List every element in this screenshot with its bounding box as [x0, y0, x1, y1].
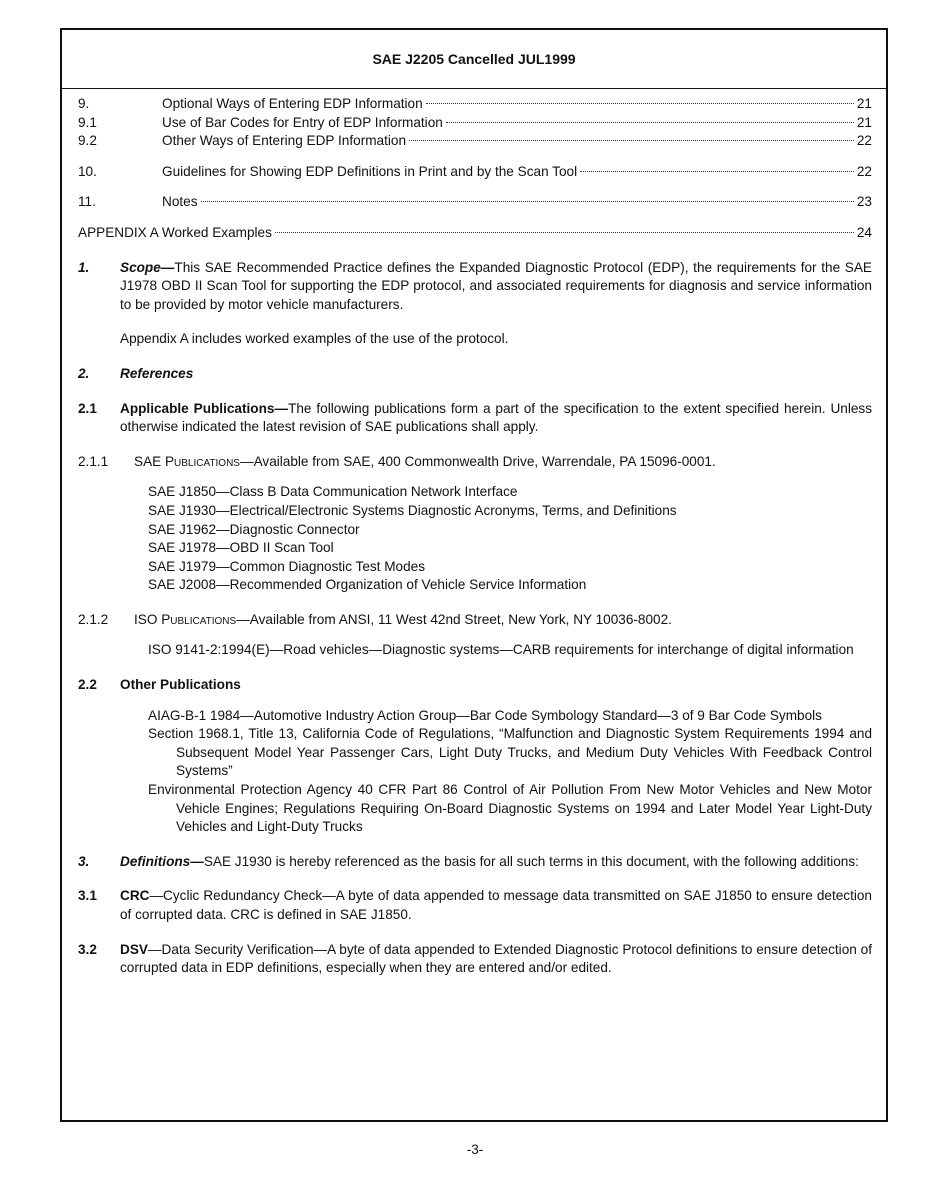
toc-title: Optional Ways of Entering EDP Information — [162, 96, 423, 111]
toc-page: 21 — [856, 96, 872, 111]
definitions-section: 3. Definitions—SAE J1930 is hereby referenced as the basis for all such terms in this document, with the following additions: — [78, 853, 872, 872]
section-text: —Available from SAE, 400 Commonwealth Drive, Warrendale, PA 15096-0001. — [239, 453, 716, 469]
toc-row — [78, 114, 872, 133]
section-label: ISO Publications — [134, 611, 237, 627]
section-heading: References — [120, 365, 194, 381]
document-header — [62, 30, 886, 89]
definition-crc — [78, 887, 872, 924]
reference-item: SAE J1978—OBD II Scan Tool — [148, 540, 334, 556]
reference-item: SAE J1962—Diagnostic Connector — [148, 521, 360, 537]
toc-title: APPENDIX A Worked Examples — [78, 224, 272, 240]
section-number: 2. — [78, 365, 90, 381]
section-number: 1. — [78, 259, 90, 275]
toc-leader — [426, 103, 854, 104]
toc-row — [78, 163, 872, 182]
references-section — [78, 365, 872, 384]
other-reference-list — [78, 707, 872, 837]
section-heading: Other Publications — [120, 677, 241, 693]
toc-number: 10. — [78, 163, 97, 179]
definition-dsv — [78, 941, 872, 978]
section-number: 3. — [78, 853, 90, 869]
reference-item: SAE J2008—Recommended Organization of Vehicle Service Information — [148, 577, 587, 593]
page-number: -3- — [466, 1142, 484, 1157]
section-label: SAE Publications — [134, 453, 240, 469]
toc-page: 21 — [856, 114, 872, 130]
reference-item: Environmental Protection Agency 40 CFR Part 86 Control of Air Pollution From New Motor Vehicles and New Motor Vehicle Engines; Regulations Requiring On-Board Diagnostic Systems on 1994 and Later Model Year Light-Duty Vehicles and Light-Duty Trucks — [148, 782, 872, 835]
section-heading: Definitions — [120, 853, 191, 869]
toc-number: 9.1 — [78, 114, 97, 130]
definition-term: DSV — [120, 941, 148, 957]
toc-leader — [446, 122, 854, 123]
iso-reference-list — [78, 641, 872, 660]
page-frame — [60, 28, 888, 1122]
section-text: The following publications form a part of the specification to the extent specified herein. Unless otherwise indicated the latest revision of SAE publications shall apply. — [120, 400, 872, 435]
section-number: 3.1 — [78, 888, 97, 904]
toc-leader — [201, 201, 854, 202]
applicable-publications: 2.1 Applicable Publications—The following publications form a part of the specification to the extent specified herein. Unless otherwise indicated the latest revision of SAE publications shall apply. — [78, 400, 872, 437]
section-heading: Applicable Publications — [120, 400, 275, 416]
section-number: 2.1 — [78, 400, 97, 416]
reference-item: ISO 9141-2:1994(E)—Road vehicles—Diagnostic systems—CARB requirements for interchange of digital information — [148, 642, 854, 658]
reference-item: SAE J1850—Class B Data Communication Network Interface — [148, 484, 518, 500]
section-number: 2.1.2 — [78, 611, 109, 627]
toc-page: 22 — [856, 133, 872, 149]
toc-title: Other Ways of Entering EDP Information — [162, 133, 407, 149]
toc-number: 9. — [78, 96, 90, 111]
definition-term: CRC — [120, 888, 150, 904]
toc-title: Guidelines for Showing EDP Definitions in Print and by the Scan Tool — [162, 163, 578, 179]
toc-page: 22 — [856, 163, 872, 179]
header-title: SAE J2205 Cancelled JUL1999 — [372, 51, 576, 67]
other-publications — [78, 676, 872, 695]
toc-leader — [409, 140, 854, 141]
definition-text: —Cyclic Redundancy Check—A byte of data appended to message data transmitted on SAE J1850 to ensure detection of corrupted data. CRC is defined in SAE J1850. — [120, 888, 872, 922]
toc-row — [78, 224, 872, 243]
section-text: SAE J1930 is hereby referenced as the basis for all such terms in this document, with the following additions: — [203, 853, 859, 869]
toc-number: 11. — [78, 194, 96, 210]
appendix-note: Appendix A includes worked examples of the use of the protocol. — [120, 331, 509, 347]
toc-row — [78, 193, 872, 212]
sae-publications — [78, 453, 872, 472]
toc-row — [78, 95, 872, 114]
reference-item: SAE J1930—Electrical/Electronic Systems Diagnostic Acronyms, Terms, and Definitions — [148, 502, 677, 518]
section-text: This SAE Recommended Practice defines the Expanded Diagnostic Protocol (EDP), the requirements for the SAE J1978 OBD II Scan Tool for supporting the EDP protocol, and associated requirements for diagnosis and service information to be provided by motor vehicle manufacturers. — [120, 259, 872, 312]
toc-page: 24 — [856, 224, 872, 240]
scope-section: 1. Scope—This SAE Recommended Practice defines the Expanded Diagnostic Protocol (EDP), the requirements for the SAE J1978 OBD II Scan Tool for supporting the EDP protocol, and associated requirements for diagnosis and service information to be provided by motor vehicle manufacturers. — [78, 259, 872, 315]
reference-item: SAE J1979—Common Diagnostic Test Modes — [148, 558, 426, 574]
section-number: 3.2 — [78, 941, 97, 957]
section-heading: Scope — [120, 259, 161, 275]
section-number: 2.1.1 — [78, 453, 109, 469]
iso-publications — [78, 611, 872, 630]
toc-title: Use of Bar Codes for Entry of EDP Information — [162, 114, 443, 130]
toc-leader — [275, 232, 854, 233]
page-content — [62, 89, 886, 978]
toc-leader — [580, 171, 854, 172]
toc-row — [78, 132, 872, 151]
section-number: 2.2 — [78, 677, 97, 693]
toc-title: Notes — [162, 194, 198, 210]
section-text: —Available from ANSI, 11 West 42nd Street, New York, NY 10036-8002. — [236, 611, 672, 627]
reference-item: AIAG-B-1 1984—Automotive Industry Action Group—Bar Code Symbology Standard—3 of 9 Bar Code Symbols — [148, 707, 822, 723]
definition-text: —Data Security Verification—A byte of data appended to Extended Diagnostic Protocol definitions to ensure detection of corrupted data in EDP definitions, especially when they are entered and/or edited. — [120, 941, 872, 976]
toc-number: 9.2 — [78, 133, 97, 149]
reference-item: Section 1968.1, Title 13, California Code of Regulations, “Malfunction and Diagnostic System Requirements 1994 and Subsequent Model Year Passenger Cars, Light Duty Trucks, and Medium Duty Vehicles With Feedback Control Systems” — [148, 726, 872, 779]
toc-page: 23 — [856, 194, 872, 210]
sae-reference-list — [78, 483, 872, 595]
